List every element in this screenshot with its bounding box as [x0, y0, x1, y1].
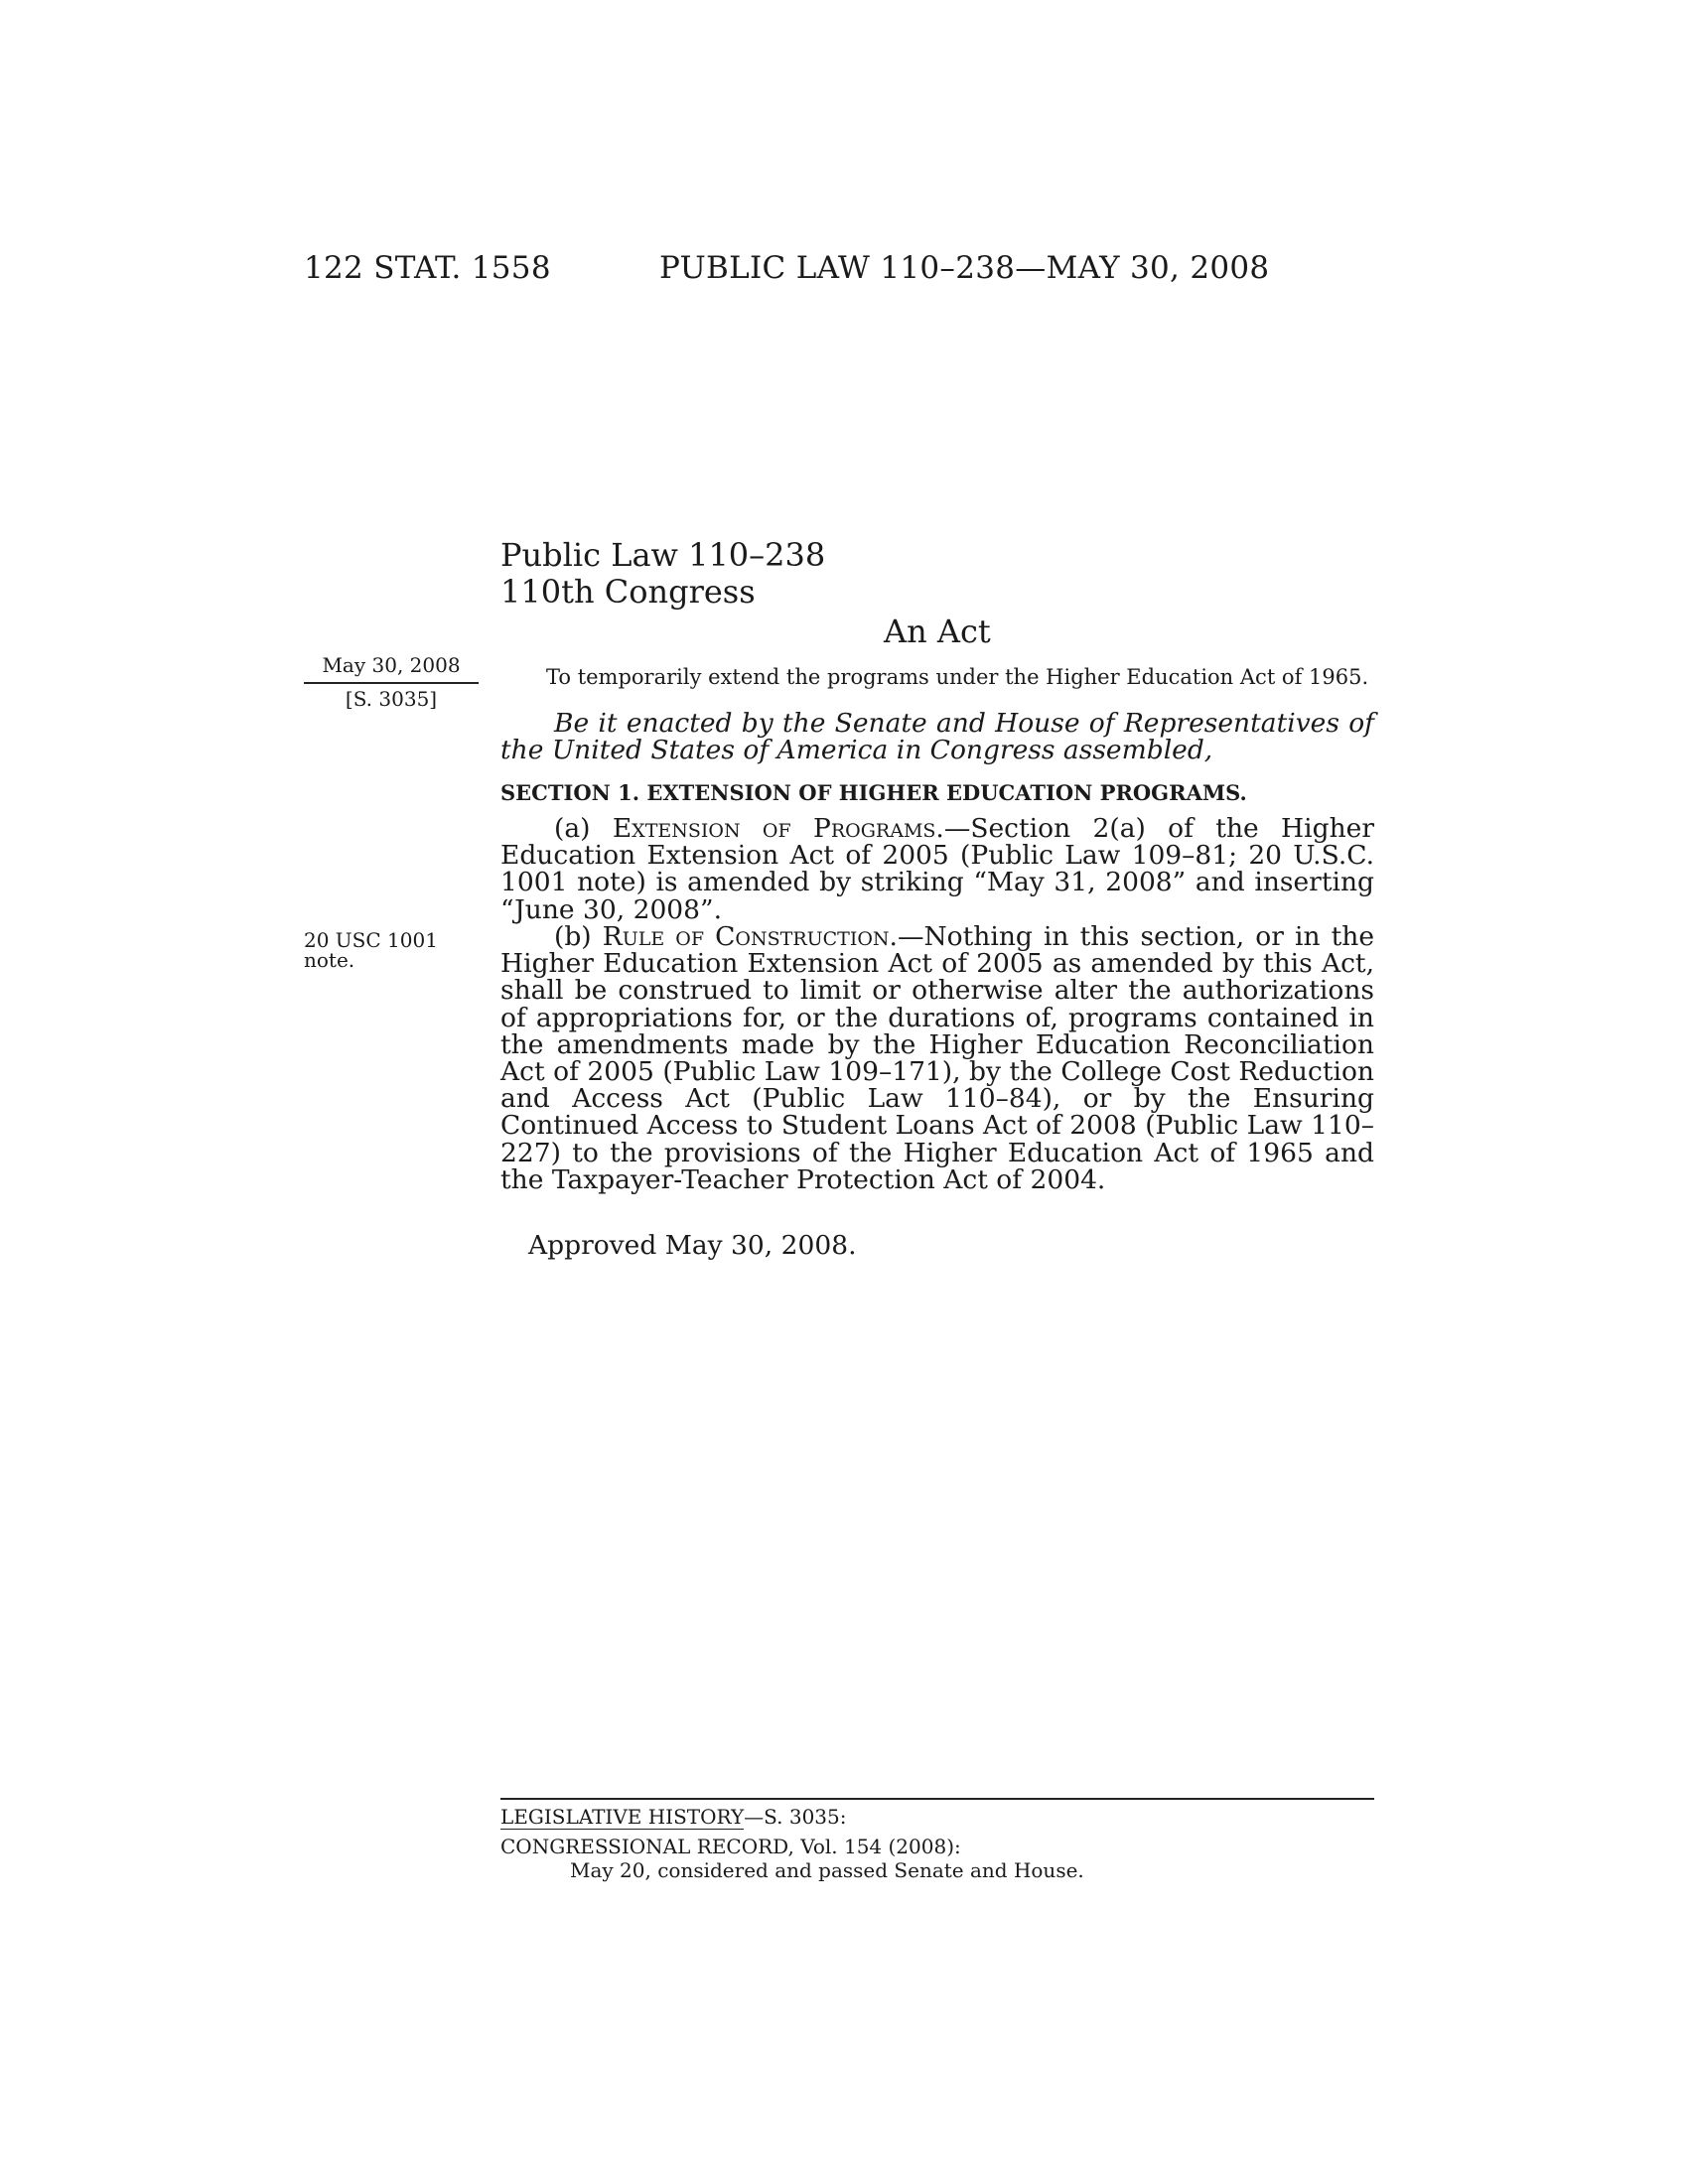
subsection-a-text: —Section 2(a) of the Higher Education Extension Act of 2005 (Public Law 109–81; 20 U.S.C. 1001 note) is amended by striking “May 31, 2008” and inserting “June 30, 2008”.: [500, 813, 1374, 925]
legislative-history-bill: —S. 3035:: [744, 1805, 847, 1829]
subsection-b: [500, 923, 1374, 1193]
subsection-b-caption: Rule of Construction.: [602, 921, 898, 952]
subsection-a: [500, 815, 1374, 923]
footer-divider: [500, 1798, 1374, 1800]
legislative-action: May 20, considered and passed Senate and House.: [570, 1858, 1084, 1882]
approval-line: Approved May 30, 2008.: [528, 1230, 857, 1261]
margin-code-note: 20 USC 1001 note.: [304, 928, 438, 972]
legislative-history-label: LEGISLATIVE HISTORY: [500, 1805, 745, 1829]
margin-date: May 30, 2008: [322, 653, 461, 677]
section-heading: SECTION 1. EXTENSION OF HIGHER EDUCATION PROGRAMS.: [500, 780, 1247, 805]
subsection-a-label: (a): [554, 813, 613, 844]
subsection-b-label: (b): [554, 921, 603, 952]
stat-citation: 122 STAT. 1558: [304, 250, 551, 286]
subsection-a-caption: Extension of Programs.: [612, 813, 944, 844]
enacting-clause: Be it enacted by the Senate and House of Representatives of the United States of America in Congress assembled,: [500, 708, 1374, 765]
legislative-history-heading: [500, 1805, 847, 1829]
running-title: PUBLIC LAW 110–238—MAY 30, 2008: [659, 250, 1270, 286]
congressional-record: CONGRESSIONAL RECORD, Vol. 154 (2008):: [500, 1835, 961, 1858]
act-purpose: To temporarily extend the programs under the Higher Education Act of 1965.: [546, 665, 1369, 689]
act-label: An Act: [884, 613, 991, 650]
congress-label: 110th Congress: [500, 573, 756, 611]
public-law-number: Public Law 110–238: [500, 536, 826, 574]
margin-bill-number: [S. 3035]: [345, 687, 438, 711]
subsection-b-text: —Nothing in this section, or in the Higher Education Extension Act of 2005 as amended by this Act, shall be construed to limit or otherwise alter the authorizations of appropriations for, or the durations of, programs contained in the amendments made by the Higher Education Reconciliation Act of 2005 (Public Law 109–171), by the College Cost Reduction and Access Act (Public Law 110–84), or by the Ensuring Continued Access to Student Loans Act of 2008 (Public Law 110–227) to the provisions of the Higher Education Act of 1965 and the Taxpayer-Teacher Protection Act of 2004.: [500, 921, 1375, 1195]
margin-divider: [304, 682, 479, 684]
